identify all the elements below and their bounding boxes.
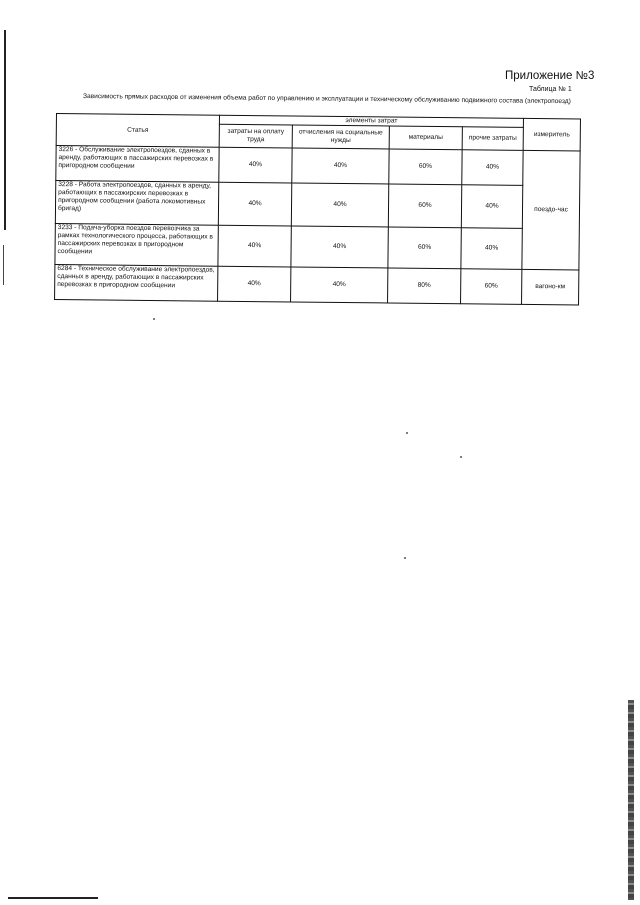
table-row: [55, 264, 579, 304]
scan-edge-mark: [628, 700, 634, 900]
row-labor: 40%: [218, 182, 291, 226]
row-article: 3233 - Подача-уборка поездов перевозчика за рамках технологического процесса, работающих в пассажирских перевозках в пригородном сообщении: [55, 223, 218, 266]
table-row: [56, 146, 580, 186]
row-labor: 40%: [218, 225, 291, 267]
table-row: [55, 181, 579, 229]
scan-edge-mark: [3, 245, 4, 285]
appendix-label: Приложение №3: [505, 70, 595, 82]
header-article: Статья: [56, 114, 219, 148]
row-other: 60%: [461, 269, 522, 305]
scan-edge-mark: [8, 897, 98, 899]
scan-speck: [460, 456, 462, 458]
measure-car-km: вагоно-км: [522, 269, 579, 305]
row-other: 40%: [461, 228, 522, 270]
row-social: 40%: [291, 183, 388, 227]
table-number-label: Таблица № 1: [529, 86, 572, 93]
row-article: 3226 - Обслуживание электропоездов, сданных в аренду, работающих в пассажирских перевозках в пригородном сообщении: [56, 146, 219, 183]
table-caption: Зависимость прямых расходов от изменения объема работ по управлению и эксплуатации и техническому обслуживанию подвижного состава (электропоезд): [82, 93, 571, 106]
row-materials: 60%: [388, 227, 461, 269]
row-other: 40%: [461, 185, 522, 229]
row-article: 6284 - Техническое обслуживание электропоездов, сданных в аренду, работающих в пассажирских перевозках в пригородном сообщении: [55, 264, 218, 301]
row-materials: 60%: [388, 184, 461, 228]
cost-table-wrapper: [54, 113, 581, 305]
scan-speck: [404, 557, 406, 559]
row-social: 40%: [292, 148, 389, 184]
row-materials: 80%: [388, 268, 461, 304]
header-labor: затраты на оплату труда: [219, 124, 292, 148]
header-other: прочие затраты: [462, 127, 523, 151]
row-social: 40%: [291, 267, 388, 303]
cost-table: [54, 113, 581, 305]
header-social: отчисления на социальные нужды: [292, 125, 389, 149]
scan-speck: [153, 318, 155, 320]
header-measure: измеритель: [523, 118, 580, 151]
row-labor: 40%: [218, 266, 291, 302]
header-cost-elements: элементы затрат: [219, 115, 523, 127]
row-social: 40%: [291, 226, 388, 268]
header-materials: материалы: [389, 126, 462, 150]
row-materials: 60%: [389, 149, 462, 185]
scan-edge-mark: [4, 30, 6, 230]
row-other: 40%: [462, 150, 523, 186]
scan-speck: [406, 432, 408, 434]
measure-train-hour: поездо-час: [522, 150, 580, 270]
row-article: 3228 - Работа электропоездов, сданных в аренду, работающих в пассажирских перевозках в пригородном сообщении (работа локомотивных бригад): [55, 181, 218, 226]
table-row: [55, 223, 579, 269]
row-labor: 40%: [219, 147, 292, 183]
